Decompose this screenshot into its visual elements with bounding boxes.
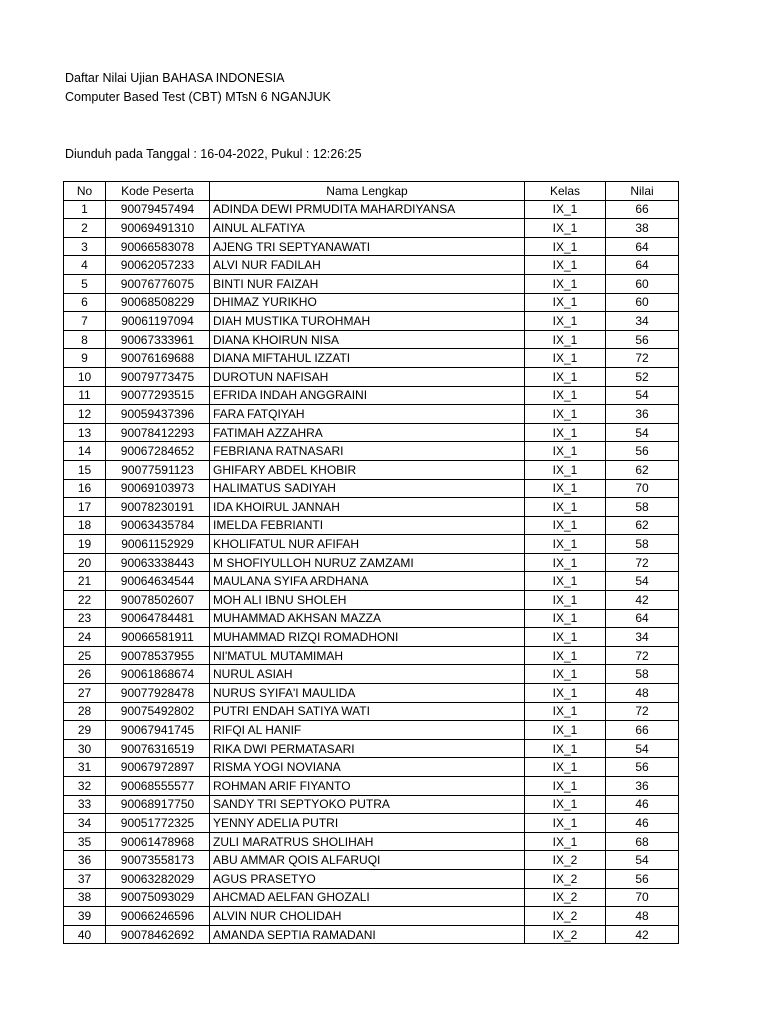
cell-no: 6 — [64, 293, 106, 312]
cell-nama-lengkap: GHIFARY ABDEL KHOBIR — [210, 460, 525, 479]
cell-nilai: 66 — [606, 200, 679, 219]
cell-nilai: 64 — [606, 256, 679, 275]
cell-nilai: 46 — [606, 814, 679, 833]
cell-kode-peserta: 90068917750 — [106, 795, 210, 814]
cell-no: 20 — [64, 553, 106, 572]
cell-nama-lengkap: ZULI MARATRUS SHOLIHAH — [210, 832, 525, 851]
cell-no: 37 — [64, 869, 106, 888]
table-row — [64, 498, 679, 517]
cell-nama-lengkap: ABU AMMAR QOIS ALFARUQI — [210, 851, 525, 870]
table-row — [64, 386, 679, 405]
grades-table — [63, 181, 679, 944]
table-row — [64, 219, 679, 238]
cell-kelas: IX_1 — [525, 386, 606, 405]
table-row — [64, 869, 679, 888]
table-row — [64, 777, 679, 796]
table-row — [64, 795, 679, 814]
cell-nilai: 52 — [606, 367, 679, 386]
cell-nilai: 64 — [606, 237, 679, 256]
table-row — [64, 256, 679, 275]
cell-nama-lengkap: FARA FATQIYAH — [210, 405, 525, 424]
cell-nilai: 66 — [606, 721, 679, 740]
cell-kode-peserta: 90077293515 — [106, 386, 210, 405]
cell-nama-lengkap: PUTRI ENDAH SATIYA WATI — [210, 702, 525, 721]
cell-nama-lengkap: RISMA YOGI NOVIANA — [210, 758, 525, 777]
cell-no: 9 — [64, 349, 106, 368]
cell-nilai: 60 — [606, 274, 679, 293]
cell-nilai: 72 — [606, 646, 679, 665]
table-row — [64, 814, 679, 833]
cell-nilai: 54 — [606, 423, 679, 442]
cell-no: 35 — [64, 832, 106, 851]
cell-kelas: IX_1 — [525, 553, 606, 572]
cell-kode-peserta: 90067972897 — [106, 758, 210, 777]
cell-kode-peserta: 90067941745 — [106, 721, 210, 740]
cell-nilai: 54 — [606, 572, 679, 591]
cell-nama-lengkap: FEBRIANA RATNASARI — [210, 442, 525, 461]
table-row — [64, 907, 679, 926]
cell-nama-lengkap: IDA KHOIRUL JANNAH — [210, 498, 525, 517]
cell-kode-peserta: 90078462692 — [106, 925, 210, 944]
cell-kode-peserta: 90068555577 — [106, 777, 210, 796]
cell-nama-lengkap: MUHAMMAD RIZQI ROMADHONI — [210, 628, 525, 647]
cell-nilai: 34 — [606, 628, 679, 647]
cell-nama-lengkap: ROHMAN ARIF FIYANTO — [210, 777, 525, 796]
cell-nama-lengkap: DHIMAZ YURIKHO — [210, 293, 525, 312]
cell-nama-lengkap: IMELDA FEBRIANTI — [210, 516, 525, 535]
cell-no: 7 — [64, 312, 106, 331]
cell-kelas: IX_1 — [525, 646, 606, 665]
cell-nama-lengkap: MUHAMMAD AKHSAN MAZZA — [210, 609, 525, 628]
cell-kode-peserta: 90062057233 — [106, 256, 210, 275]
cell-kode-peserta: 90067333961 — [106, 330, 210, 349]
table-row — [64, 609, 679, 628]
cell-no: 32 — [64, 777, 106, 796]
table-row — [64, 572, 679, 591]
cell-nilai: 68 — [606, 832, 679, 851]
cell-kelas: IX_1 — [525, 535, 606, 554]
cell-kelas: IX_1 — [525, 312, 606, 331]
cell-kode-peserta: 90068508229 — [106, 293, 210, 312]
cell-nilai: 34 — [606, 312, 679, 331]
cell-no: 10 — [64, 367, 106, 386]
cell-kode-peserta: 90061868674 — [106, 665, 210, 684]
cell-nama-lengkap: BINTI NUR FAIZAH — [210, 274, 525, 293]
cell-kode-peserta: 90066583078 — [106, 237, 210, 256]
table-row — [64, 460, 679, 479]
cell-kelas: IX_1 — [525, 814, 606, 833]
cell-kode-peserta: 90078502607 — [106, 591, 210, 610]
cell-kelas: IX_1 — [525, 274, 606, 293]
cell-nama-lengkap: DIANA MIFTAHUL IZZATI — [210, 349, 525, 368]
table-row — [64, 274, 679, 293]
cell-kelas: IX_2 — [525, 851, 606, 870]
cell-kelas: IX_1 — [525, 405, 606, 424]
table-row — [64, 684, 679, 703]
cell-kode-peserta: 90061478968 — [106, 832, 210, 851]
table-row — [64, 758, 679, 777]
cell-no: 21 — [64, 572, 106, 591]
cell-nilai: 58 — [606, 665, 679, 684]
cell-nilai: 54 — [606, 739, 679, 758]
cell-kelas: IX_1 — [525, 293, 606, 312]
cell-kode-peserta: 90063338443 — [106, 553, 210, 572]
cell-nama-lengkap: AINUL ALFATIYA — [210, 219, 525, 238]
table-body — [64, 200, 679, 944]
table-row — [64, 925, 679, 944]
document-subtitle: Computer Based Test (CBT) MTsN 6 NGANJUK — [65, 90, 331, 104]
column-header-no: No — [64, 182, 106, 201]
cell-no: 4 — [64, 256, 106, 275]
cell-kelas: IX_2 — [525, 907, 606, 926]
cell-kode-peserta: 90076169688 — [106, 349, 210, 368]
cell-kode-peserta: 90066246596 — [106, 907, 210, 926]
table-row — [64, 591, 679, 610]
cell-kelas: IX_2 — [525, 925, 606, 944]
cell-nilai: 56 — [606, 758, 679, 777]
cell-nilai: 54 — [606, 851, 679, 870]
table-row — [64, 628, 679, 647]
cell-nilai: 58 — [606, 498, 679, 517]
table-row — [64, 405, 679, 424]
cell-kode-peserta: 90077928478 — [106, 684, 210, 703]
cell-kelas: IX_1 — [525, 219, 606, 238]
column-header-kode-peserta: Kode Peserta — [106, 182, 210, 201]
cell-kode-peserta: 90076776075 — [106, 274, 210, 293]
cell-no: 23 — [64, 609, 106, 628]
cell-no: 14 — [64, 442, 106, 461]
cell-kode-peserta: 90067284652 — [106, 442, 210, 461]
cell-no: 26 — [64, 665, 106, 684]
cell-nilai: 42 — [606, 591, 679, 610]
cell-nama-lengkap: ALVIN NUR CHOLIDAH — [210, 907, 525, 926]
cell-kelas: IX_1 — [525, 702, 606, 721]
cell-nilai: 62 — [606, 460, 679, 479]
cell-kelas: IX_1 — [525, 256, 606, 275]
table-row — [64, 479, 679, 498]
cell-no: 5 — [64, 274, 106, 293]
cell-nama-lengkap: ALVI NUR FADILAH — [210, 256, 525, 275]
table-row — [64, 832, 679, 851]
cell-nama-lengkap: MOH ALI IBNU SHOLEH — [210, 591, 525, 610]
cell-nama-lengkap: ADINDA DEWI PRMUDITA MAHARDIYANSA — [210, 200, 525, 219]
cell-kelas: IX_1 — [525, 739, 606, 758]
table-row — [64, 888, 679, 907]
cell-kelas: IX_1 — [525, 591, 606, 610]
cell-kode-peserta: 90079773475 — [106, 367, 210, 386]
cell-nama-lengkap: FATIMAH AZZAHRA — [210, 423, 525, 442]
cell-no: 16 — [64, 479, 106, 498]
cell-kode-peserta: 90063435784 — [106, 516, 210, 535]
column-header-kelas: Kelas — [525, 182, 606, 201]
table-row — [64, 851, 679, 870]
cell-kelas: IX_1 — [525, 442, 606, 461]
table-row — [64, 349, 679, 368]
cell-kelas: IX_1 — [525, 237, 606, 256]
cell-kelas: IX_1 — [525, 758, 606, 777]
cell-nama-lengkap: EFRIDA INDAH ANGGRAINI — [210, 386, 525, 405]
cell-kelas: IX_2 — [525, 869, 606, 888]
cell-nilai: 36 — [606, 405, 679, 424]
cell-nilai: 64 — [606, 609, 679, 628]
cell-nama-lengkap: DIANA KHOIRUN NISA — [210, 330, 525, 349]
cell-kelas: IX_1 — [525, 367, 606, 386]
cell-kelas: IX_1 — [525, 516, 606, 535]
cell-no: 18 — [64, 516, 106, 535]
cell-nilai: 46 — [606, 795, 679, 814]
table-row — [64, 646, 679, 665]
cell-no: 24 — [64, 628, 106, 647]
cell-kode-peserta: 90063282029 — [106, 869, 210, 888]
table-row — [64, 442, 679, 461]
cell-nama-lengkap: HALIMATUS SADIYAH — [210, 479, 525, 498]
cell-no: 1 — [64, 200, 106, 219]
cell-nama-lengkap: AHCMAD AELFAN GHOZALI — [210, 888, 525, 907]
cell-nama-lengkap: M SHOFIYULLOH NURUZ ZAMZAMI — [210, 553, 525, 572]
cell-nilai: 56 — [606, 869, 679, 888]
document-title: Daftar Nilai Ujian BAHASA INDONESIA — [65, 71, 285, 85]
cell-kode-peserta: 90061197094 — [106, 312, 210, 331]
cell-nilai: 48 — [606, 907, 679, 926]
cell-no: 31 — [64, 758, 106, 777]
table-row — [64, 293, 679, 312]
cell-nilai: 56 — [606, 442, 679, 461]
table-row — [64, 702, 679, 721]
column-header-nilai: Nilai — [606, 182, 679, 201]
cell-no: 2 — [64, 219, 106, 238]
cell-nilai: 58 — [606, 535, 679, 554]
cell-kode-peserta: 90064634544 — [106, 572, 210, 591]
cell-kelas: IX_1 — [525, 498, 606, 517]
cell-no: 33 — [64, 795, 106, 814]
cell-kelas: IX_1 — [525, 200, 606, 219]
cell-kode-peserta: 90073558173 — [106, 851, 210, 870]
cell-kode-peserta: 90078537955 — [106, 646, 210, 665]
cell-nama-lengkap: MAULANA SYIFA ARDHANA — [210, 572, 525, 591]
cell-no: 8 — [64, 330, 106, 349]
column-header-nama-lengkap: Nama Lengkap — [210, 182, 525, 201]
cell-no: 27 — [64, 684, 106, 703]
cell-no: 39 — [64, 907, 106, 926]
cell-nilai: 36 — [606, 777, 679, 796]
cell-kelas: IX_1 — [525, 460, 606, 479]
cell-no: 25 — [64, 646, 106, 665]
cell-kelas: IX_1 — [525, 665, 606, 684]
cell-nama-lengkap: RIKA DWI PERMATASARI — [210, 739, 525, 758]
table-row — [64, 367, 679, 386]
cell-kelas: IX_1 — [525, 777, 606, 796]
cell-kelas: IX_1 — [525, 609, 606, 628]
cell-nilai: 42 — [606, 925, 679, 944]
cell-kode-peserta: 90075492802 — [106, 702, 210, 721]
cell-no: 11 — [64, 386, 106, 405]
table-header-row — [64, 182, 679, 201]
cell-kelas: IX_1 — [525, 479, 606, 498]
cell-no: 38 — [64, 888, 106, 907]
cell-nilai: 72 — [606, 349, 679, 368]
cell-kelas: IX_1 — [525, 572, 606, 591]
cell-kode-peserta: 90076316519 — [106, 739, 210, 758]
table-row — [64, 423, 679, 442]
cell-kelas: IX_2 — [525, 888, 606, 907]
cell-nama-lengkap: NURUS SYIFA'I MAULIDA — [210, 684, 525, 703]
cell-nilai: 62 — [606, 516, 679, 535]
cell-no: 28 — [64, 702, 106, 721]
table-row — [64, 739, 679, 758]
table-row — [64, 312, 679, 331]
cell-nama-lengkap: YENNY ADELIA PUTRI — [210, 814, 525, 833]
table-row — [64, 200, 679, 219]
cell-no: 29 — [64, 721, 106, 740]
table-row — [64, 330, 679, 349]
cell-no: 34 — [64, 814, 106, 833]
cell-kode-peserta: 90069103973 — [106, 479, 210, 498]
cell-nama-lengkap: SANDY TRI SEPTYOKO PUTRA — [210, 795, 525, 814]
cell-kode-peserta: 90079457494 — [106, 200, 210, 219]
cell-kelas: IX_1 — [525, 349, 606, 368]
cell-nilai: 70 — [606, 479, 679, 498]
cell-kode-peserta: 90066581911 — [106, 628, 210, 647]
cell-nilai: 72 — [606, 702, 679, 721]
cell-no: 17 — [64, 498, 106, 517]
cell-no: 40 — [64, 925, 106, 944]
cell-no: 15 — [64, 460, 106, 479]
cell-no: 30 — [64, 739, 106, 758]
cell-kode-peserta: 90051772325 — [106, 814, 210, 833]
cell-no: 12 — [64, 405, 106, 424]
cell-kelas: IX_1 — [525, 684, 606, 703]
cell-nilai: 72 — [606, 553, 679, 572]
cell-nama-lengkap: KHOLIFATUL NUR AFIFAH — [210, 535, 525, 554]
cell-kelas: IX_1 — [525, 423, 606, 442]
cell-kelas: IX_1 — [525, 795, 606, 814]
table-row — [64, 516, 679, 535]
cell-nilai: 38 — [606, 219, 679, 238]
cell-kode-peserta: 90069491310 — [106, 219, 210, 238]
cell-no: 13 — [64, 423, 106, 442]
cell-kode-peserta: 90078412293 — [106, 423, 210, 442]
cell-kode-peserta: 90064784481 — [106, 609, 210, 628]
cell-kode-peserta: 90059437396 — [106, 405, 210, 424]
table-row — [64, 665, 679, 684]
cell-kelas: IX_1 — [525, 628, 606, 647]
table-row — [64, 237, 679, 256]
cell-nama-lengkap: AGUS PRASETYO — [210, 869, 525, 888]
cell-kelas: IX_1 — [525, 330, 606, 349]
cell-nama-lengkap: DIAH MUSTIKA TUROHMAH — [210, 312, 525, 331]
cell-nama-lengkap: AMANDA SEPTIA RAMADANI — [210, 925, 525, 944]
cell-kode-peserta: 90075093029 — [106, 888, 210, 907]
cell-nama-lengkap: RIFQI AL HANIF — [210, 721, 525, 740]
cell-no: 22 — [64, 591, 106, 610]
cell-nilai: 48 — [606, 684, 679, 703]
table-row — [64, 535, 679, 554]
cell-nilai: 70 — [606, 888, 679, 907]
cell-nilai: 56 — [606, 330, 679, 349]
table-row — [64, 721, 679, 740]
cell-kode-peserta: 90061152929 — [106, 535, 210, 554]
cell-nilai: 60 — [606, 293, 679, 312]
cell-kelas: IX_1 — [525, 832, 606, 851]
cell-no: 3 — [64, 237, 106, 256]
cell-nama-lengkap: NI'MATUL MUTAMIMAH — [210, 646, 525, 665]
cell-kelas: IX_1 — [525, 721, 606, 740]
cell-kode-peserta: 90077591123 — [106, 460, 210, 479]
cell-kode-peserta: 90078230191 — [106, 498, 210, 517]
cell-nama-lengkap: AJENG TRI SEPTYANAWATI — [210, 237, 525, 256]
cell-nama-lengkap: NURUL ASIAH — [210, 665, 525, 684]
download-timestamp: Diunduh pada Tanggal : 16-04-2022, Pukul : 12:26:25 — [65, 147, 362, 161]
cell-nama-lengkap: DUROTUN NAFISAH — [210, 367, 525, 386]
cell-nilai: 54 — [606, 386, 679, 405]
cell-no: 19 — [64, 535, 106, 554]
cell-no: 36 — [64, 851, 106, 870]
table-row — [64, 553, 679, 572]
